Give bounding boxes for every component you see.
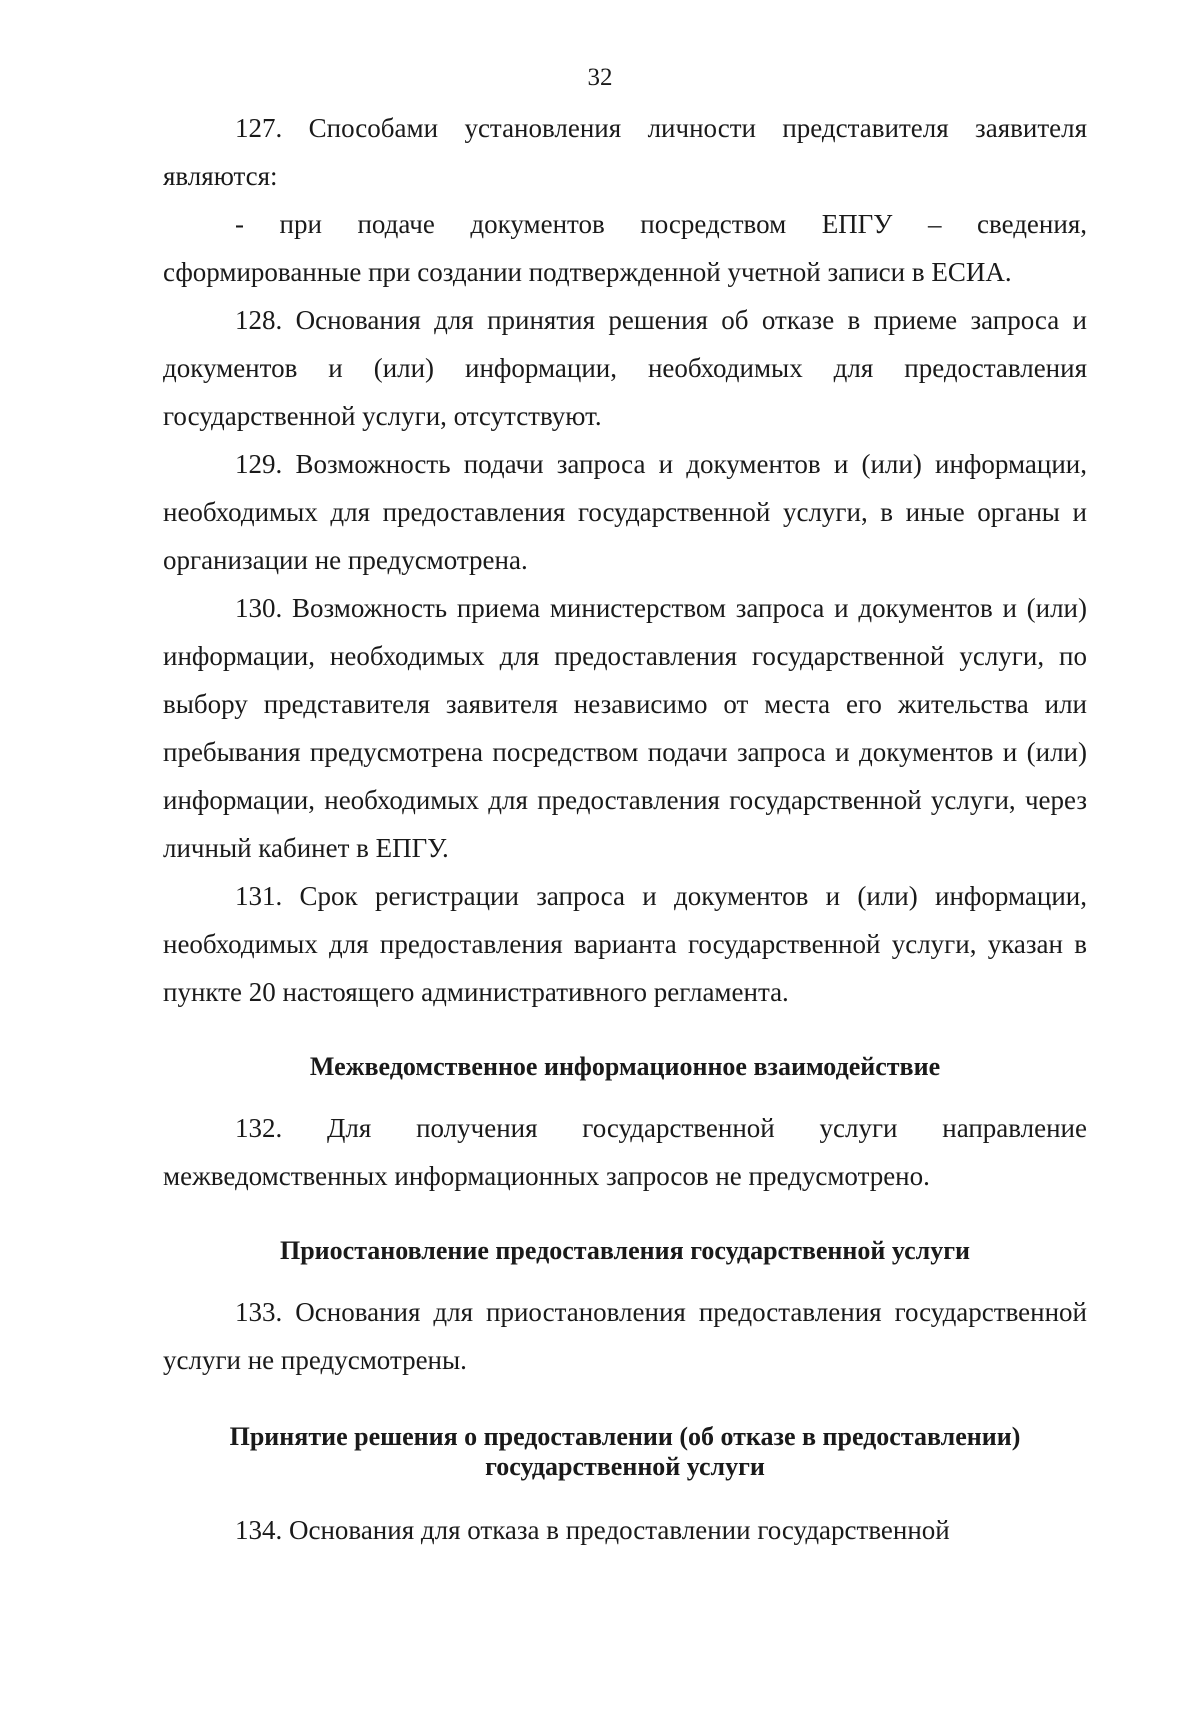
heading-decision-line-2: государственной услуги — [485, 1452, 765, 1481]
paragraph-134: 134. Основания для отказа в предоставлении государственной — [235, 1515, 950, 1545]
document-body — [163, 104, 1087, 1554]
paragraph-128: 128. Основания для принятия решения об отказе в приеме запроса и документов и (или) информации, необходимых для предоставления государственной услуги, отсутствуют. — [163, 305, 1087, 431]
heading-suspension: Приостановление предоставления государственной услуги — [279, 1236, 970, 1265]
heading-interagency: Межведомственное информационное взаимодействие — [309, 1052, 941, 1081]
paragraph-127-item: - при подаче документов посредством ЕПГУ – сведения, сформированные при создании подтвержденной учетной записи в ЕСИА. — [163, 209, 1087, 287]
paragraph-131: 131. Срок регистрации запроса и документов и (или) информации, необходимых для предоставления варианта государственной услуги, указан в пункте 20 настоящего административного регламента. — [163, 881, 1087, 1007]
paragraph-133: 133. Основания для приостановления предоставления государственной услуги не предусмотрены. — [163, 1297, 1087, 1375]
heading-decision — [163, 1422, 1087, 1482]
paragraph-132: 132. Для получения государственной услуги направление межведомственных информационных запросов не предусмотрено. — [163, 1113, 1087, 1191]
paragraph-130: 130. Возможность приема министерством запроса и документов и (или) информации, необходимых для предоставления государственной услуги, по выбору представителя заявителя независимо от места его жительства или пребывания предусмотрена посредством подачи запроса и документов и (или) информации, необходимых для предоставления государственной услуги, через личный кабинет в ЕПГУ. — [163, 593, 1087, 863]
paragraph-127: 127. Способами установления личности представителя заявителя являются: — [163, 113, 1087, 191]
paragraph-129: 129. Возможность подачи запроса и документов и (или) информации, необходимых для предоставления государственной услуги, в иные органы и организации не предусмотрена. — [163, 449, 1087, 575]
heading-decision-line-1: Принятие решения о предоставлении (об отказе в предоставлении) — [229, 1422, 1021, 1451]
page-number: 32 — [587, 64, 613, 91]
